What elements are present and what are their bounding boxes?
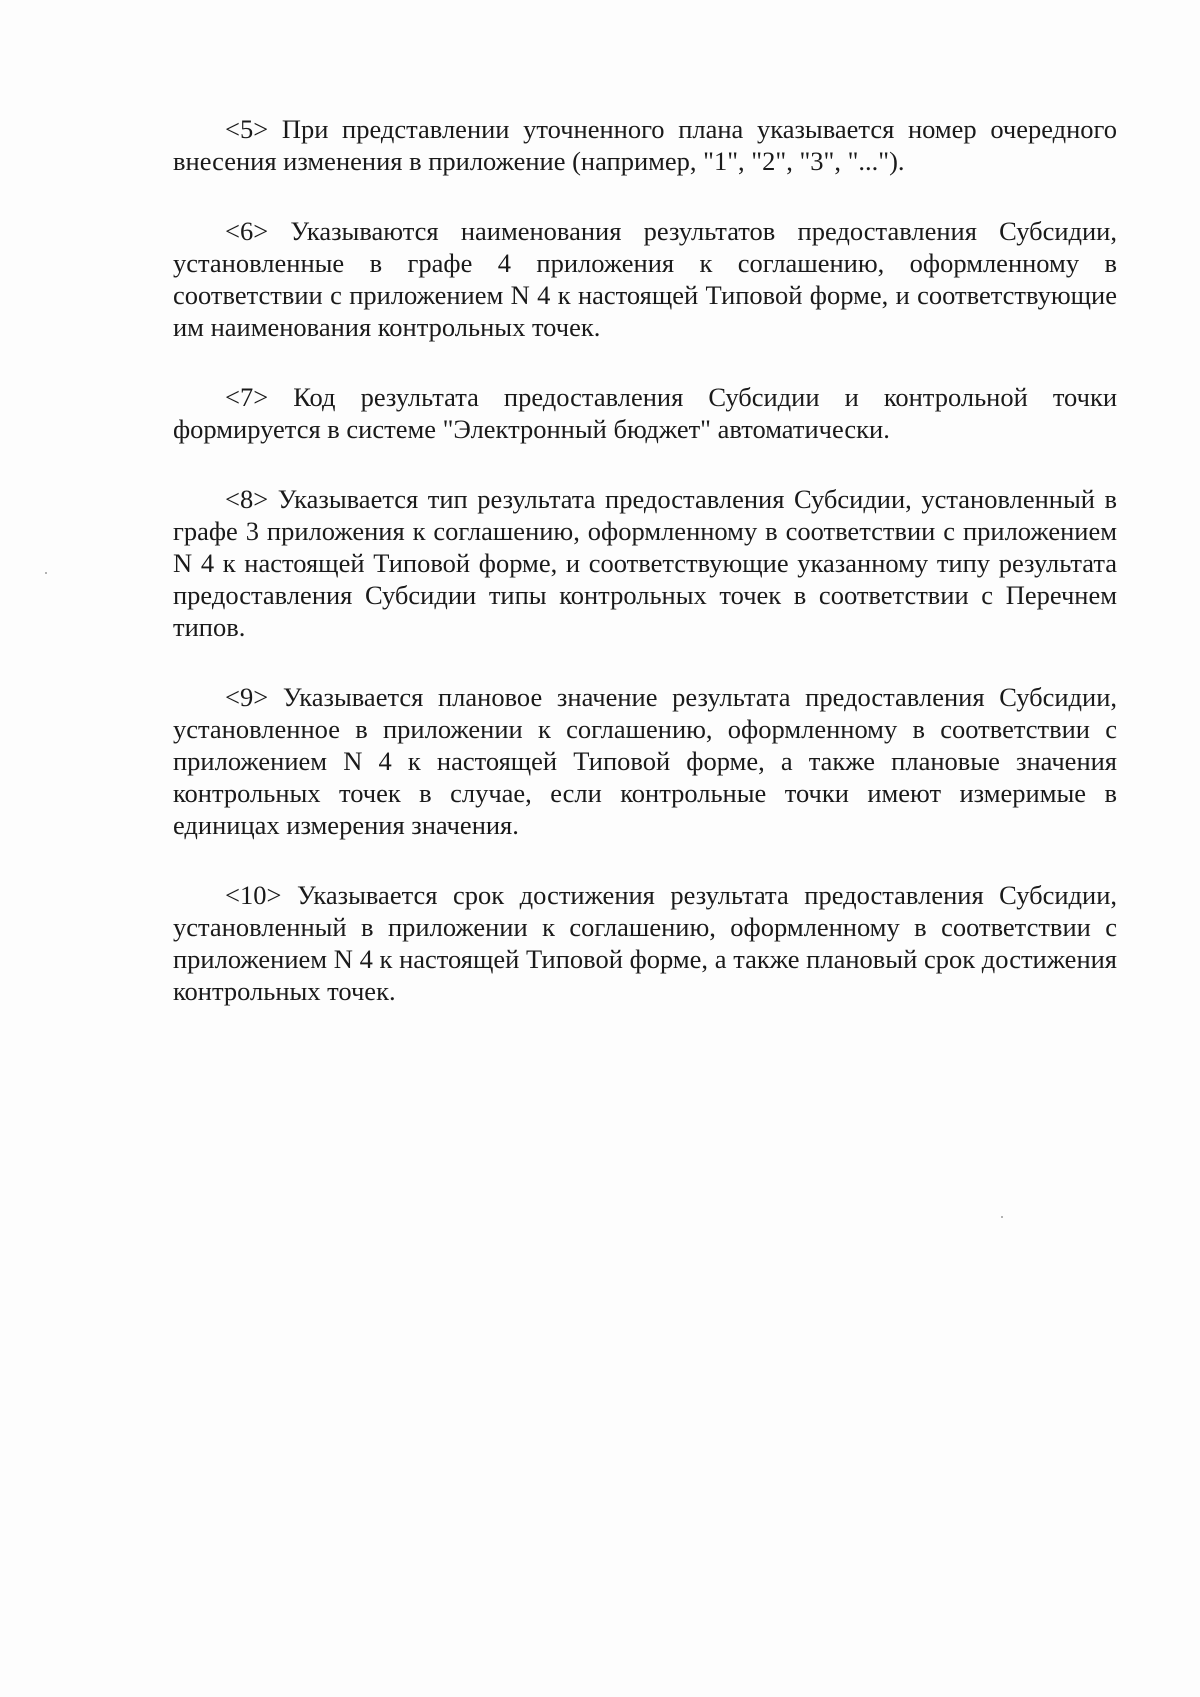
footnote-9 <box>173 681 1117 841</box>
footnote-7 <box>173 381 1117 445</box>
scan-speck <box>1001 1216 1003 1218</box>
footnote-8 <box>173 483 1117 643</box>
footnote-text: При представлении уточненного плана указывается номер очередного внесения изменения в приложение (например, "1", "2", "3", "..."). <box>173 114 1118 176</box>
footnote-10 <box>173 879 1117 1007</box>
footnote-text: Код результата предоставления Субсидии и контрольной точки формируется в системе "Электронный бюджет" автоматически. <box>173 382 1117 444</box>
footnote-marker: <9> <box>225 682 269 712</box>
scan-speck <box>45 572 47 574</box>
footnote-text: Указывается тип результата предоставления Субсидии, установленный в графе 3 приложения к соглашению, оформленному в соответствии с приложением N 4 к настоящей Типовой форме, и соответствующие указанному типу результата предоставления Субсидии типы контрольных точек в соответствии с Перечнем типов. <box>173 484 1118 642</box>
footnote-5 <box>173 113 1117 177</box>
footnote-marker: <8> <box>225 484 269 514</box>
footnote-6 <box>173 215 1117 343</box>
footnote-text: Указываются наименования результатов предоставления Субсидии, установленные в графе 4 приложения к соглашению, оформленному в соответствии с приложением N 4 к настоящей Типовой форме, и соответствующие им наименования контрольных точек. <box>173 216 1117 342</box>
footnote-marker: <5> <box>225 114 269 144</box>
footnote-marker: <6> <box>225 216 269 246</box>
footnote-text: Указывается плановое значение результата предоставления Субсидии, установленное в приложении к соглашению, оформленному в соответствии с приложением N 4 к настоящей Типовой форме, а также плановые значения контрольных точек в случае, если контрольные точки имеют измеримые в единицах измерения значения. <box>173 682 1118 840</box>
footnote-marker: <10> <box>225 880 282 910</box>
footnotes-block <box>173 113 1117 1045</box>
footnote-marker: <7> <box>225 382 269 412</box>
footnote-text: Указывается срок достижения результата предоставления Субсидии, установленный в приложении к соглашению, оформленному в соответствии с приложением N 4 к настоящей Типовой форме, а также плановый срок достижения контрольных точек. <box>173 880 1117 1006</box>
